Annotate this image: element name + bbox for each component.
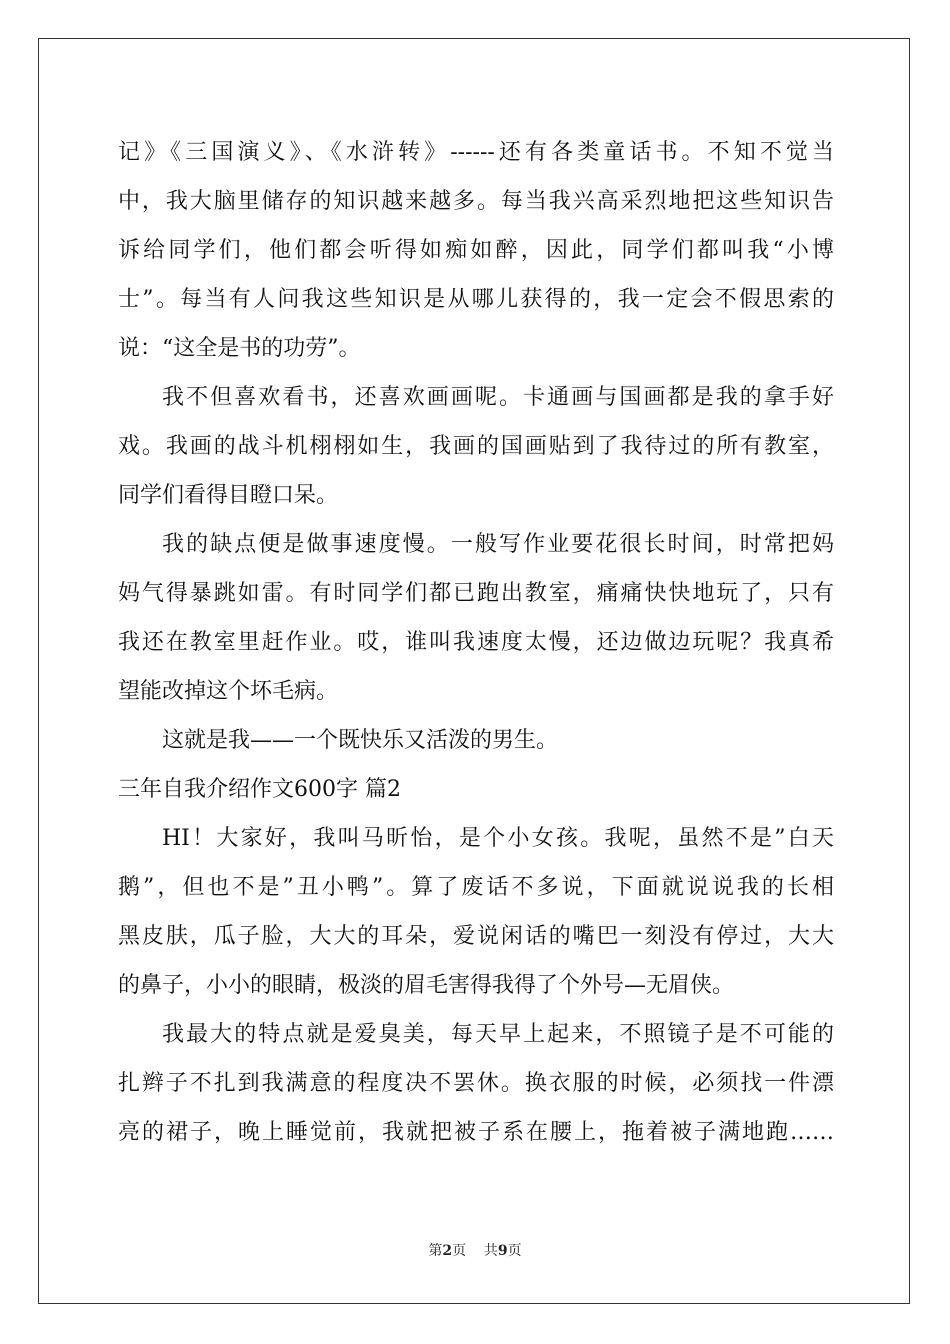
current-page-number: 2 [442, 1243, 453, 1259]
text-line: 记》《三国演义》、《水浒转》------还有各类童话书。不知不觉当 [118, 140, 834, 165]
text-line: 这就是我——一个既快乐又活泼的男生。 [162, 728, 559, 753]
footer-prefix: 第 [428, 1243, 443, 1259]
text-line: 我的缺点便是做事速度慢。一般写作业要花很长时间，时常把妈 [162, 532, 834, 557]
text-line: 扎辫子不扎到我满意的程度决不罢休。换衣服的时候，必须找一件漂 [118, 1071, 834, 1096]
text-line: 诉给同学们，他们都会听得如痴如醉，因此，同学们都叫我“小博 [118, 238, 834, 263]
text-line: 中，我大脑里储存的知识越来越多。每当我兴高采烈地把这些知识告 [118, 189, 834, 214]
page-footer [0, 1240, 950, 1260]
text-line: 士”。每当有人问我这些知识是从哪儿获得的，我一定会不假思索的 [118, 287, 834, 312]
text-line: 黑皮肤，瓜子脸，大大的耳朵，爱说闲话的嘴巴一刻没有停过，大大 [118, 924, 834, 949]
text-line: 亮的裙子，晚上睡觉前，我就把被子系在腰上，拖着被子满地跑…… [118, 1120, 834, 1145]
text-line: 鹅”，但也不是”丑小鸭”。算了废话不多说，下面就说说我的长相 [118, 875, 834, 900]
text-line: 妈气得暴跳如雷。有时同学们都已跑出教室，痛痛快快地玩了，只有 [118, 581, 834, 606]
footer-suffix: 页 [507, 1243, 522, 1259]
text-line: 戏。我画的战斗机栩栩如生，我画的国画贴到了我待过的所有教室， [118, 434, 834, 459]
text-line: 说：“这全是书的功劳”。 [118, 336, 361, 361]
text-line: 我还在教室里赶作业。哎，谁叫我速度太慢，还边做边玩呢？我真希 [118, 630, 834, 655]
text-line: 同学们看得目瞪口呆。 [118, 483, 339, 508]
text-line: 我不但喜欢看书，还喜欢画画呢。卡通画与国画都是我的拿手好 [162, 385, 834, 410]
section-heading: 三年自我介绍作文600字 篇2 [118, 777, 401, 802]
total-pages-number: 9 [497, 1243, 508, 1259]
document-body [118, 128, 834, 1157]
text-line: 望能改掉这个坏毛病。 [118, 679, 339, 704]
text-line: 的鼻子，小小的眼睛，极淡的眉毛害得我得了个外号—无眉侠。 [118, 973, 735, 998]
footer-middle: 页 共 [452, 1243, 498, 1259]
text-line: HI！大家好，我叫马昕怡，是个小女孩。我呢，虽然不是”白天 [162, 826, 835, 851]
text-line: 我最大的特点就是爱臭美，每天早上起来，不照镜子是不可能的 [162, 1022, 834, 1047]
